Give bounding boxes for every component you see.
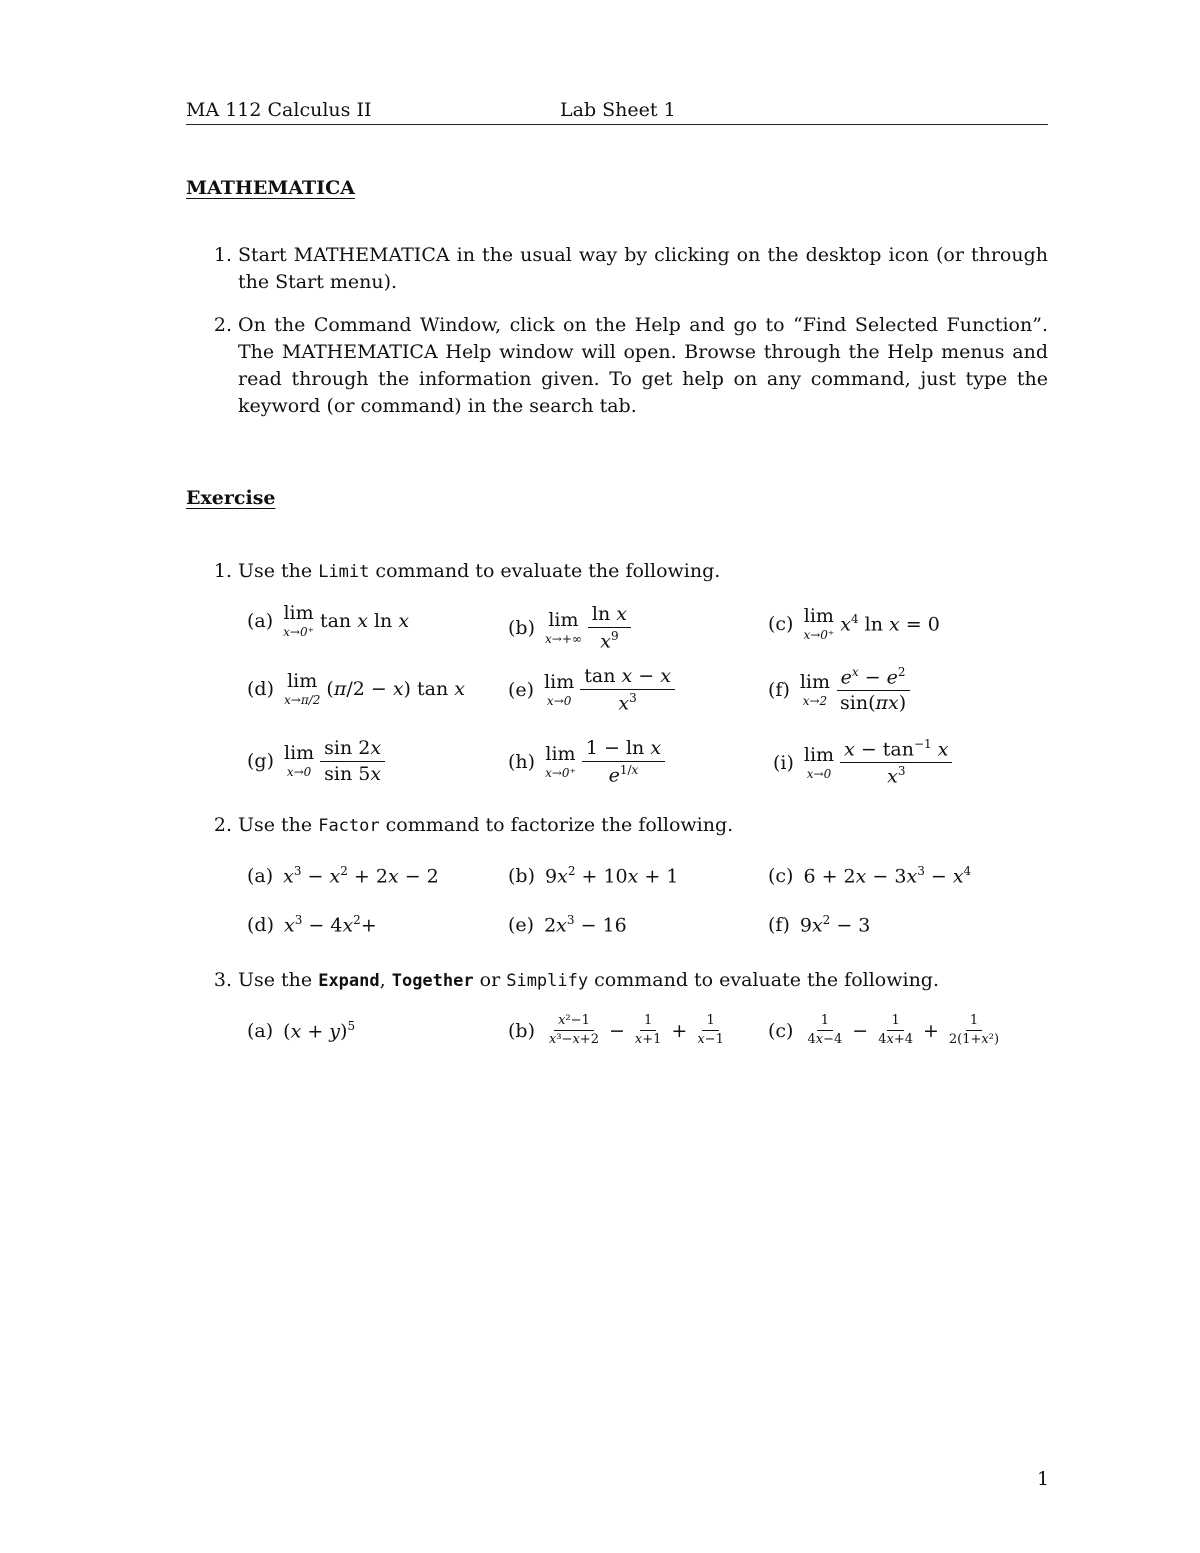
instruction-1: Start MATHEMATICA in the usual way by clicking on the desktop icon (or through the Start menu). xyxy=(238,244,1048,293)
command-factor: Factor xyxy=(318,816,380,836)
factor-f: (f) $9x^2 - 3$ xyxy=(768,913,871,937)
factor-a: (a) $x^3 - x^2 + 2x - 2$ xyxy=(247,864,439,888)
factor-e: (e) $2x^3 - 16$ xyxy=(508,913,627,937)
limit-a: (a) lim x→0⁺ tan x ln x xyxy=(247,602,410,639)
simplify-c: (c) $\frac{1}{4x-4}$ − $\frac{1}{4x+4}$ + $\frac{1}{\text{2(1+x²)}}$ xyxy=(768,1013,1000,1048)
list-number: 1. xyxy=(213,560,232,582)
limit-e: (e) lim x→0 $\frac{\text{tan x − x}}{x^3}$ xyxy=(508,666,675,714)
limit-f: (f) lim x→2 $\frac{e^x - e^2}{\sin(\pi x)}$ xyxy=(768,666,910,714)
limit-b: (b) lim x→+∞ $\frac{\text{ln x}}{x^9}$ xyxy=(508,604,631,652)
section-title-exercise: Exercise xyxy=(186,487,276,509)
command-expand: Expand xyxy=(318,971,380,991)
limit-i: (i) lim x→0 $\frac{x - \tan^{-1} x}{x^3}$ xyxy=(773,738,952,787)
instruction-2: On the Command Window, click on the Help and go to “Find Selected Function”. The MATHEMATICA Help window will open. Browse through the Help menus and read through the information given. To get help on any command, just type the keyword (or command) in the search tab. xyxy=(238,314,1048,417)
header-sheet: Lab Sheet 1 xyxy=(560,99,676,121)
page-number: 1 xyxy=(1037,1468,1050,1490)
simplify-a: (a) $(x + y)^5$ xyxy=(247,1019,356,1043)
command-limit: Limit xyxy=(318,562,370,582)
simplify-b: (b) $\frac{\text{x²−1}}{\text{x³−x+2}}$ − $\frac{1}{x+1}$ + $\frac{1}{x-1}$ xyxy=(508,1013,724,1048)
limit-h: (h) lim x→0⁺ $\frac{\text{1 − ln x}}{e^{1/x}}$ xyxy=(508,738,665,786)
section-title-mathematica: MATHEMATICA xyxy=(186,177,355,199)
header-course: MA 112 Calculus II xyxy=(186,99,372,121)
limit-d: (d) lim x→π/2 (π/2 − x) tan x xyxy=(247,670,465,707)
factor-d: (d) $x^3 - 4x^2+$ xyxy=(247,913,377,937)
header-rule xyxy=(186,124,1048,125)
list-number: 2. xyxy=(213,314,232,336)
list-number: 2. xyxy=(213,814,232,836)
limit-g: (g) lim x→0 $\frac{\sin 2x}{\sin 5x}$ xyxy=(247,738,385,785)
question-1-text: Use the Limit command to evaluate the following. xyxy=(238,560,721,582)
question-2-text: Use the Factor command to factorize the following. xyxy=(238,814,734,836)
list-number: 1. xyxy=(213,244,232,266)
list-number: 3. xyxy=(213,969,232,991)
factor-c: (c) $6 + 2x - 3x^3 - x^4$ xyxy=(768,864,972,888)
factor-b: (b) $9x^2 + 10x + 1$ xyxy=(508,864,679,888)
question-3-text: Use the Expand, Together or Simplify command to evaluate the following. xyxy=(238,969,940,991)
limit-c: (c) lim x→0⁺ $x^4$ ln x = 0 xyxy=(768,605,940,642)
command-together: Together xyxy=(391,971,474,991)
command-simplify: Simplify xyxy=(506,971,589,991)
